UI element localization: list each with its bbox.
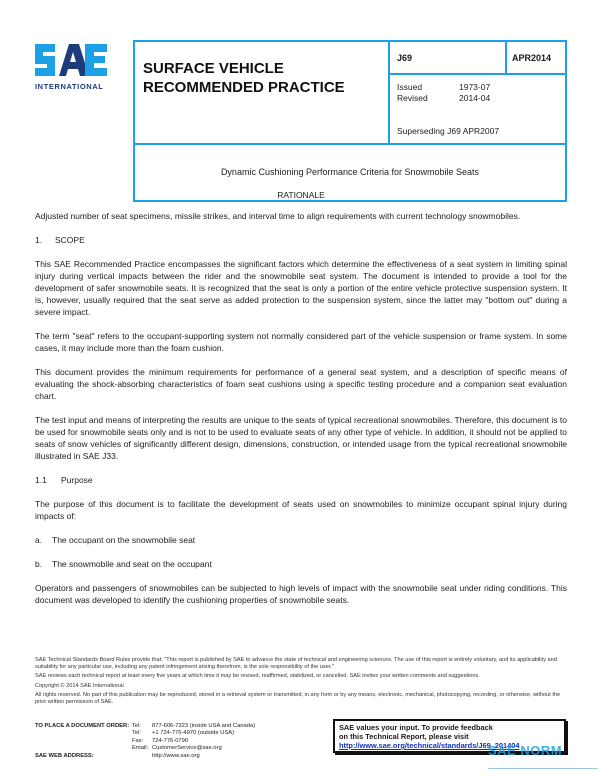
document-header-box bbox=[133, 40, 567, 202]
purpose-paragraph: Operators and passengers of snowmobiles can be subjected to high levels of impact with the snowmobile seat under riding conditions. This document was developed to identify the cushioning properties of snowmobile seats. bbox=[35, 583, 567, 605]
feedback-box: SAE values your input. To provide feedback on this Technical Report, please visit http://www.sae.org/technical/standards/J69_201404 bbox=[333, 719, 566, 753]
logo-subtitle: INTERNATIONAL bbox=[35, 82, 104, 91]
scope-paragraph: The test input and means of interpreting the results are unique to the seats of typical recreational snowmobiles. Therefore, this document is to be used for snowmobile seats only and is not to be used to evaluate seats of any other type of vehicle. In addition, it should not be applied to seats of snow vehicles of significantly different design, dimensions, construction, or intended usage from the typical recreational snowmobile illustrated in SAE J33. bbox=[35, 415, 567, 461]
sae-logo-icon bbox=[33, 38, 113, 82]
email-link[interactable]: CustomerService@sae.org bbox=[152, 745, 222, 752]
fax-number: 724-776-0790 bbox=[152, 737, 189, 744]
rationale-heading: RATIONALE bbox=[277, 190, 325, 200]
rights-notice: All rights reserved. No part of this publication may be reproduced, stored in a retrieval system or transmitted, in any form or by any means, electronic, mechanical, photocopying, recording, or otherwise, without the prior written permission of SAE. bbox=[35, 691, 561, 706]
order-label: TO PLACE A DOCUMENT ORDER: bbox=[35, 723, 130, 729]
phone-international: +1 724-776-4970 (outside USA) bbox=[152, 730, 235, 737]
document-body bbox=[35, 189, 567, 618]
document-type-title: SURFACE VEHICLE RECOMMENDED PRACTICE bbox=[143, 60, 345, 96]
scope-paragraph: This SAE Recommended Practice encompasses the significant factors which determine the effectiveness of a seat system in limiting spinal injury during vertical impacts between the rider and the snowmobile seat system. The document is intended to provide a tool for the development of safer snowmobile seats. It is recognized that the seat is only a portion of the entire vehicle protective suspension system. It is, however, usually required that the seat serve as added protection to the suspension system, since the latter may "bottom out" during a severe impact. bbox=[35, 259, 567, 317]
review-notice: SAE reviews each technical report at least every five years at which time it may be revised, reaffirmed, stabilized, or cancelled. SAE invites your written comments and suggestions. bbox=[35, 673, 480, 680]
purpose-paragraph: The purpose of this document is to facilitate the development of seats used on snowmobiles to minimize occupant spinal injury during impacts of: bbox=[35, 499, 567, 521]
phone-domestic: 877-606-7323 (inside USA and Canada) bbox=[152, 723, 256, 729]
document-date: APR2014 bbox=[507, 42, 565, 75]
scope-paragraph: The term "seat" refers to the occupant-supporting system not normally considered part of the vehicle suspension or frame system. In some cases, it may include more than the foam cushion. bbox=[35, 331, 567, 353]
document-number: J69 bbox=[390, 42, 507, 75]
document-subject: Dynamic Cushioning Performance Criteria for Snowmobile Seats bbox=[220, 167, 480, 177]
rules-notice: SAE Technical Standards Board Rules provide that: "This report is published by SAE to advance the state of technical and engineering sciences. The use of this report is entirely voluntary, and its applicability and suitability for any particular use, including any patent infringement arising therefrom, is the sole responsibility of the user." bbox=[35, 657, 557, 671]
legal-footer bbox=[35, 657, 567, 708]
document-history: Issued 1973-07 Revised 2014-04 Superseding J69 APR2007 bbox=[390, 75, 565, 145]
section-heading-purpose: 1.1 Purpose bbox=[35, 475, 93, 485]
title-cell bbox=[135, 42, 390, 145]
feedback-link[interactable]: http://www.sae.org/technical/standards/J69_201404 bbox=[339, 741, 520, 750]
list-item: b. The snowmobile and seat on the occupant bbox=[35, 559, 212, 569]
web-label: SAE WEB ADDRESS: bbox=[35, 752, 94, 759]
scope-paragraph: This document provides the minimum requirements for performance of a general seat system, and a description of specific means of evaluating the shock-absorbing characteristics of foam seat cushions using a specific testing procedure and a companion seat evaluation chart. bbox=[35, 367, 567, 401]
section-heading-scope: 1. SCOPE bbox=[35, 235, 85, 245]
web-link[interactable]: http://www.sae.org bbox=[152, 752, 200, 759]
superseding-text: Superseding J69 APR2007 bbox=[397, 126, 500, 136]
watermark: SAE NORM bbox=[488, 743, 563, 758]
rationale-text: Adjusted number of seat specimens, missile strikes, and interval time to align requirements with current technology snowmobiles. bbox=[35, 211, 521, 221]
watermark-divider bbox=[488, 768, 598, 769]
list-item: a. The occupant on the snowmobile seat bbox=[35, 535, 196, 545]
copyright: Copyright © 2014 SAE International bbox=[35, 682, 124, 689]
